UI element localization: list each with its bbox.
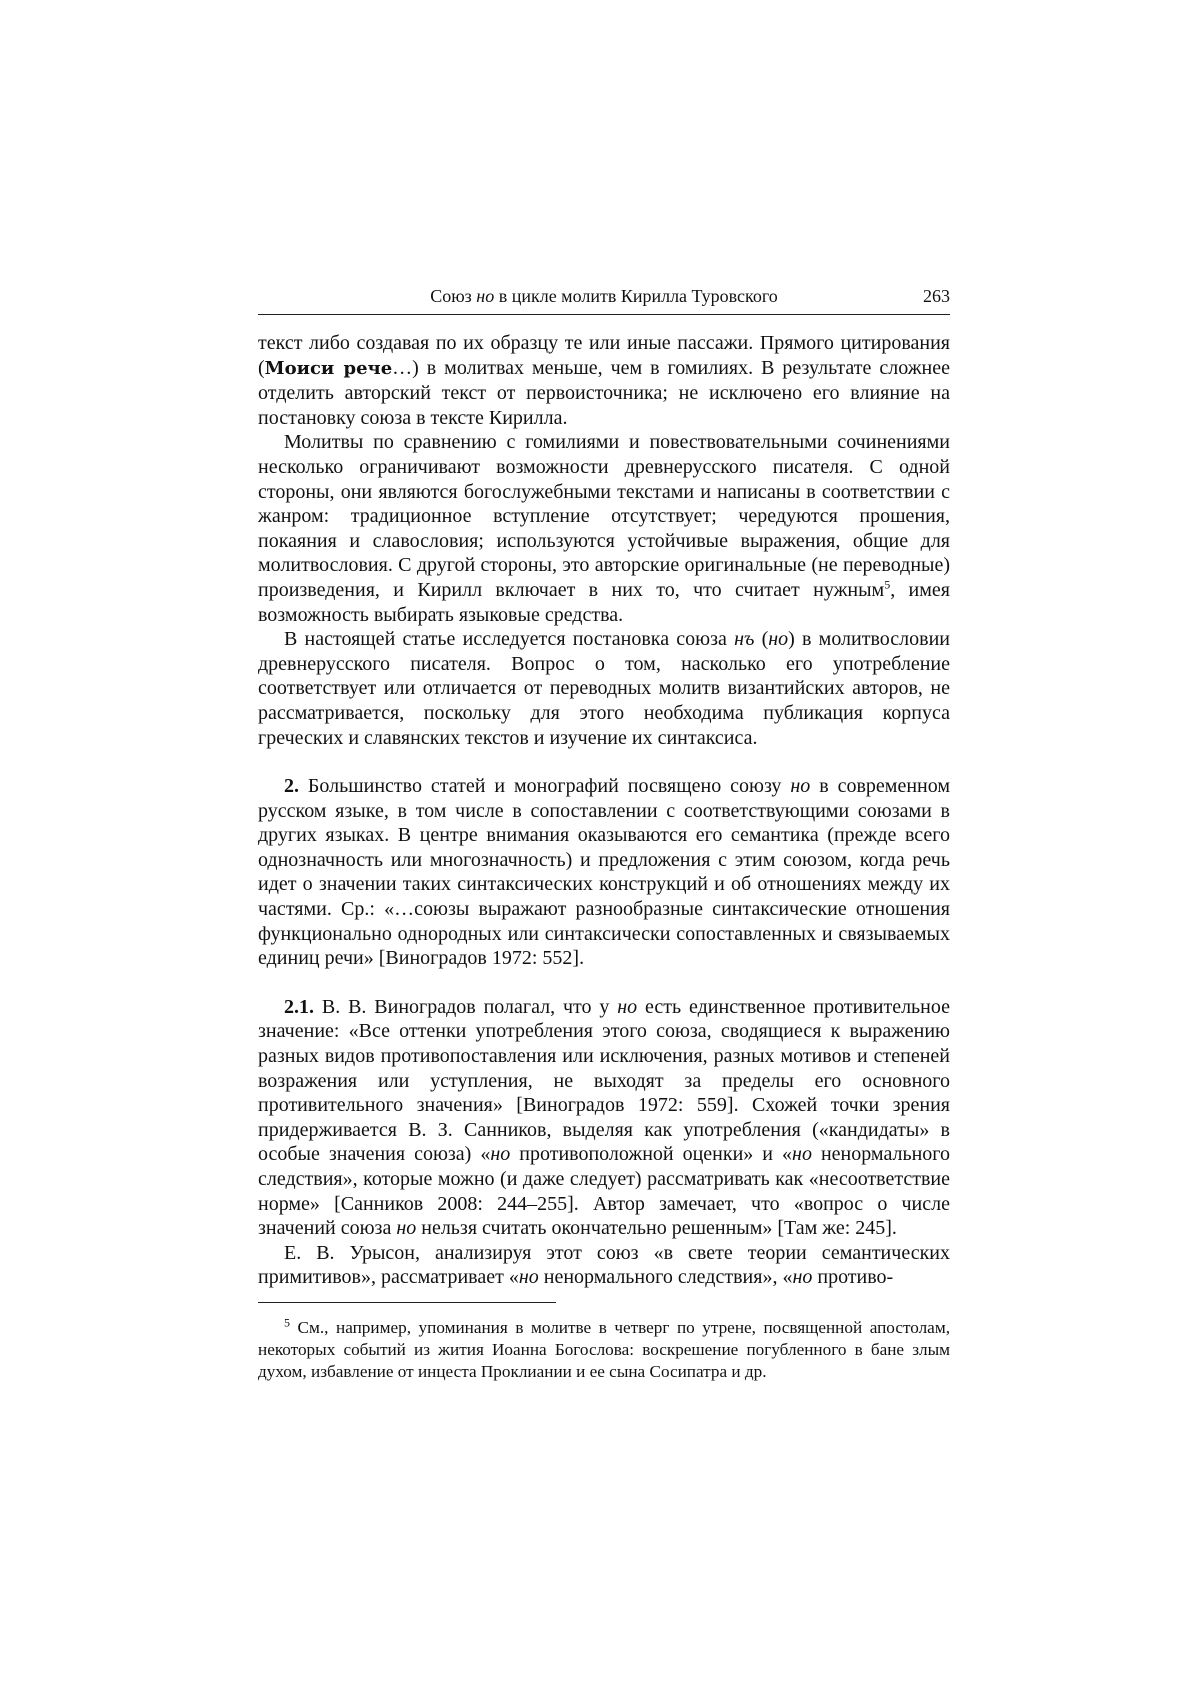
body-text	[258, 331, 950, 1290]
paragraph-urysan: Е. В. Урысон, анализируя этот союз «в свете теории семантических примитивов», рассматривает «но ненормального следствия», «но противо-	[258, 1241, 950, 1289]
running-head	[258, 280, 950, 315]
paragraph-2: Молитвы по сравнению с гомилиями и повествовательными сочинениями несколько ограничивают возможности древнерусского писателя. С одной стороны, они являются богослужебными текстами и написаны в соответствии с жанром: традиционное вступление отсутствует; чередуются прошения, покаяния и славословия; используются устойчивые выражения, общие для молитвословия. С другой стороны, это авторские оригинальные (не переводные) произведения, и Кирилл включает в них то, что считает нужным$^5$, имея возможность выбирать языковые средства.	[258, 431, 950, 626]
running-title: Союз но в цикле молитв Кирилла Туровского	[430, 286, 778, 306]
footnote-mark: 5	[284, 1315, 290, 1330]
section-number: 2.	[284, 775, 299, 798]
section-2-paragraph: 2. Большинство статей и монографий посвящено союзу но в современном русском языке, в том числе в сопоставлении с соответствующими союзами в других языках. В центре внимания оказываются его семантика (прежде всего однозначность или многозначность) и предложения с этим союзом, когда речь идет о значении таких синтаксических конструкций и об отношениях между их частями. Ср.: «…союзы выражают разнообразные синтаксические отношения функционально однородных или синтаксически сопоставленных и связываемых единиц речи» [Виноградов 1972: 552].	[258, 775, 950, 970]
section-number: 2.1.	[284, 995, 314, 1018]
book-page	[258, 280, 950, 1400]
church-slavonic-quote: Моиси рече	[264, 357, 393, 379]
section-2-1-paragraph: 2.1. В. В. Виноградов полагал, что у но есть единственное противительное значение: «Все оттенки употребления этого союза, сводящиеся к выражению разных видов противопоставления или исключения, разных мотивов и степеней возражения или уступления, не выходят за пределы его основного противительного значения» [Виноградов 1972: 559]. Схожей точки зрения придерживается В. З. Санников, выделяя как употребления («кандидаты» в особые значения союза) «но противоположной оценки» и «но ненормального следствия», которые можно (и даже следует) рассматривать как «несоответствие норме» [Санников 2008: 244–255]. Автор замечает, что «вопрос о числе значений союза но нельзя считать окончательно решенным» [Там же: 245].	[258, 995, 950, 1240]
title-emphasis: но	[476, 286, 495, 306]
footnote-divider	[258, 1302, 556, 1303]
paragraph-1: текст либо создавая по их образцу те или иные пассажи. Прямого цитирования (Моиси рече…) в молитвах меньше, чем в гомилиях. В результате сложнее отделить авторский текст от первоисточника; не исключено его влияние на постановку союза в тексте Кирилла.	[258, 332, 950, 429]
page-number: 263	[923, 286, 950, 306]
footnote-ref[interactable]: 5	[884, 577, 891, 592]
paragraph-3: В настоящей статье исследуется постановка союза нъ (но) в молитвословии древнерусского писателя. Вопрос о том, насколько его употребление соответствует или отличается от переводных молитв византийских авторов, не рассматривается, поскольку для этого необходима публикация корпуса греческих и славянских текстов и изучение их синтаксиса.	[258, 628, 950, 749]
footnote: $^5$ См., например, упоминания в молитве в четверг по утрене, посвященной апостолам, некоторых событий из жития Иоанна Богослова: воскрешение погубленного в бане злым духом, избавление от инцеста Проклиании и ее сына Сосипатра и др.	[258, 1315, 950, 1381]
